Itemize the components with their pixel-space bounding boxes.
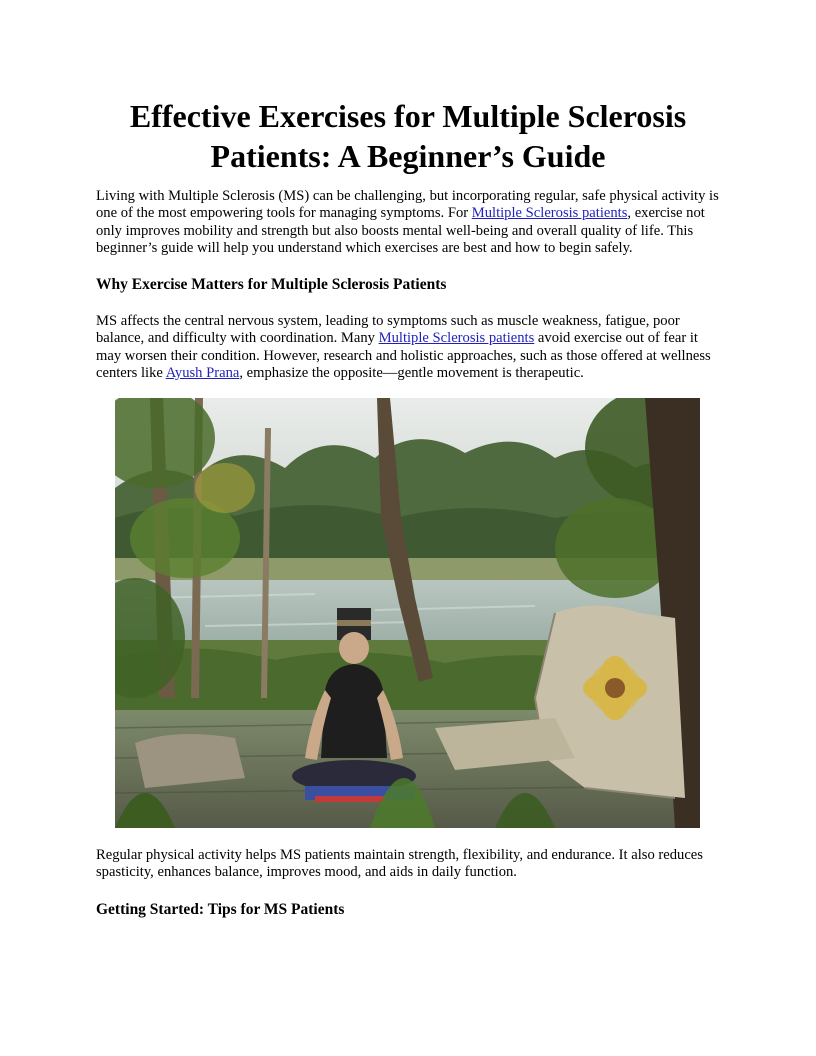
why-text-before: MS affects the central nervous system, leading to symptoms such as muscle weakness, fatigue, poor balance, and difficulty with coordination. Many [96, 313, 680, 347]
multiple-sclerosis-patients-link[interactable]: Multiple Sclerosis patients [471, 205, 628, 222]
multiple-sclerosis-patients-link-2[interactable]: Multiple Sclerosis patients [378, 330, 535, 347]
intro-paragraph [96, 188, 726, 257]
page-title: Effective Exercises for Multiple Sclerosis Patients: A Beginner’s Guide [129, 98, 687, 174]
why-text-after: , emphasize the opposite—gentle movement is therapeutic. [239, 364, 584, 381]
intro-text-before: Living with Multiple Sclerosis (MS) can be challenging, but incorporating regular, safe physical activity is one of the most empowering tools for managing symptoms. For [96, 188, 719, 222]
meditation-riverside-photo [115, 398, 700, 828]
ayush-prana-link[interactable]: Ayush Prana [165, 364, 240, 381]
why-text-middle: avoid exercise out of fear it may worsen their condition. However, research and holistic approaches, such as those offered at wellness centers like [96, 330, 711, 381]
intro-text-after: , exercise not only improves mobility and strength but also boosts mental well-being and overall quality of life. This beginner’s guide will help you understand which exercises are best and how to begin safely. [96, 205, 705, 256]
benefits-paragraph: Regular physical activity helps MS patients maintain strength, flexibility, and endurance. It also reduces spasticity, enhances balance, improves mood, and aids in daily function. [96, 847, 703, 881]
getting-started-heading: Getting Started: Tips for MS Patients [96, 901, 345, 918]
why-exercise-paragraph [96, 313, 726, 382]
why-exercise-heading: Why Exercise Matters for Multiple Sclerosis Patients [96, 276, 447, 293]
